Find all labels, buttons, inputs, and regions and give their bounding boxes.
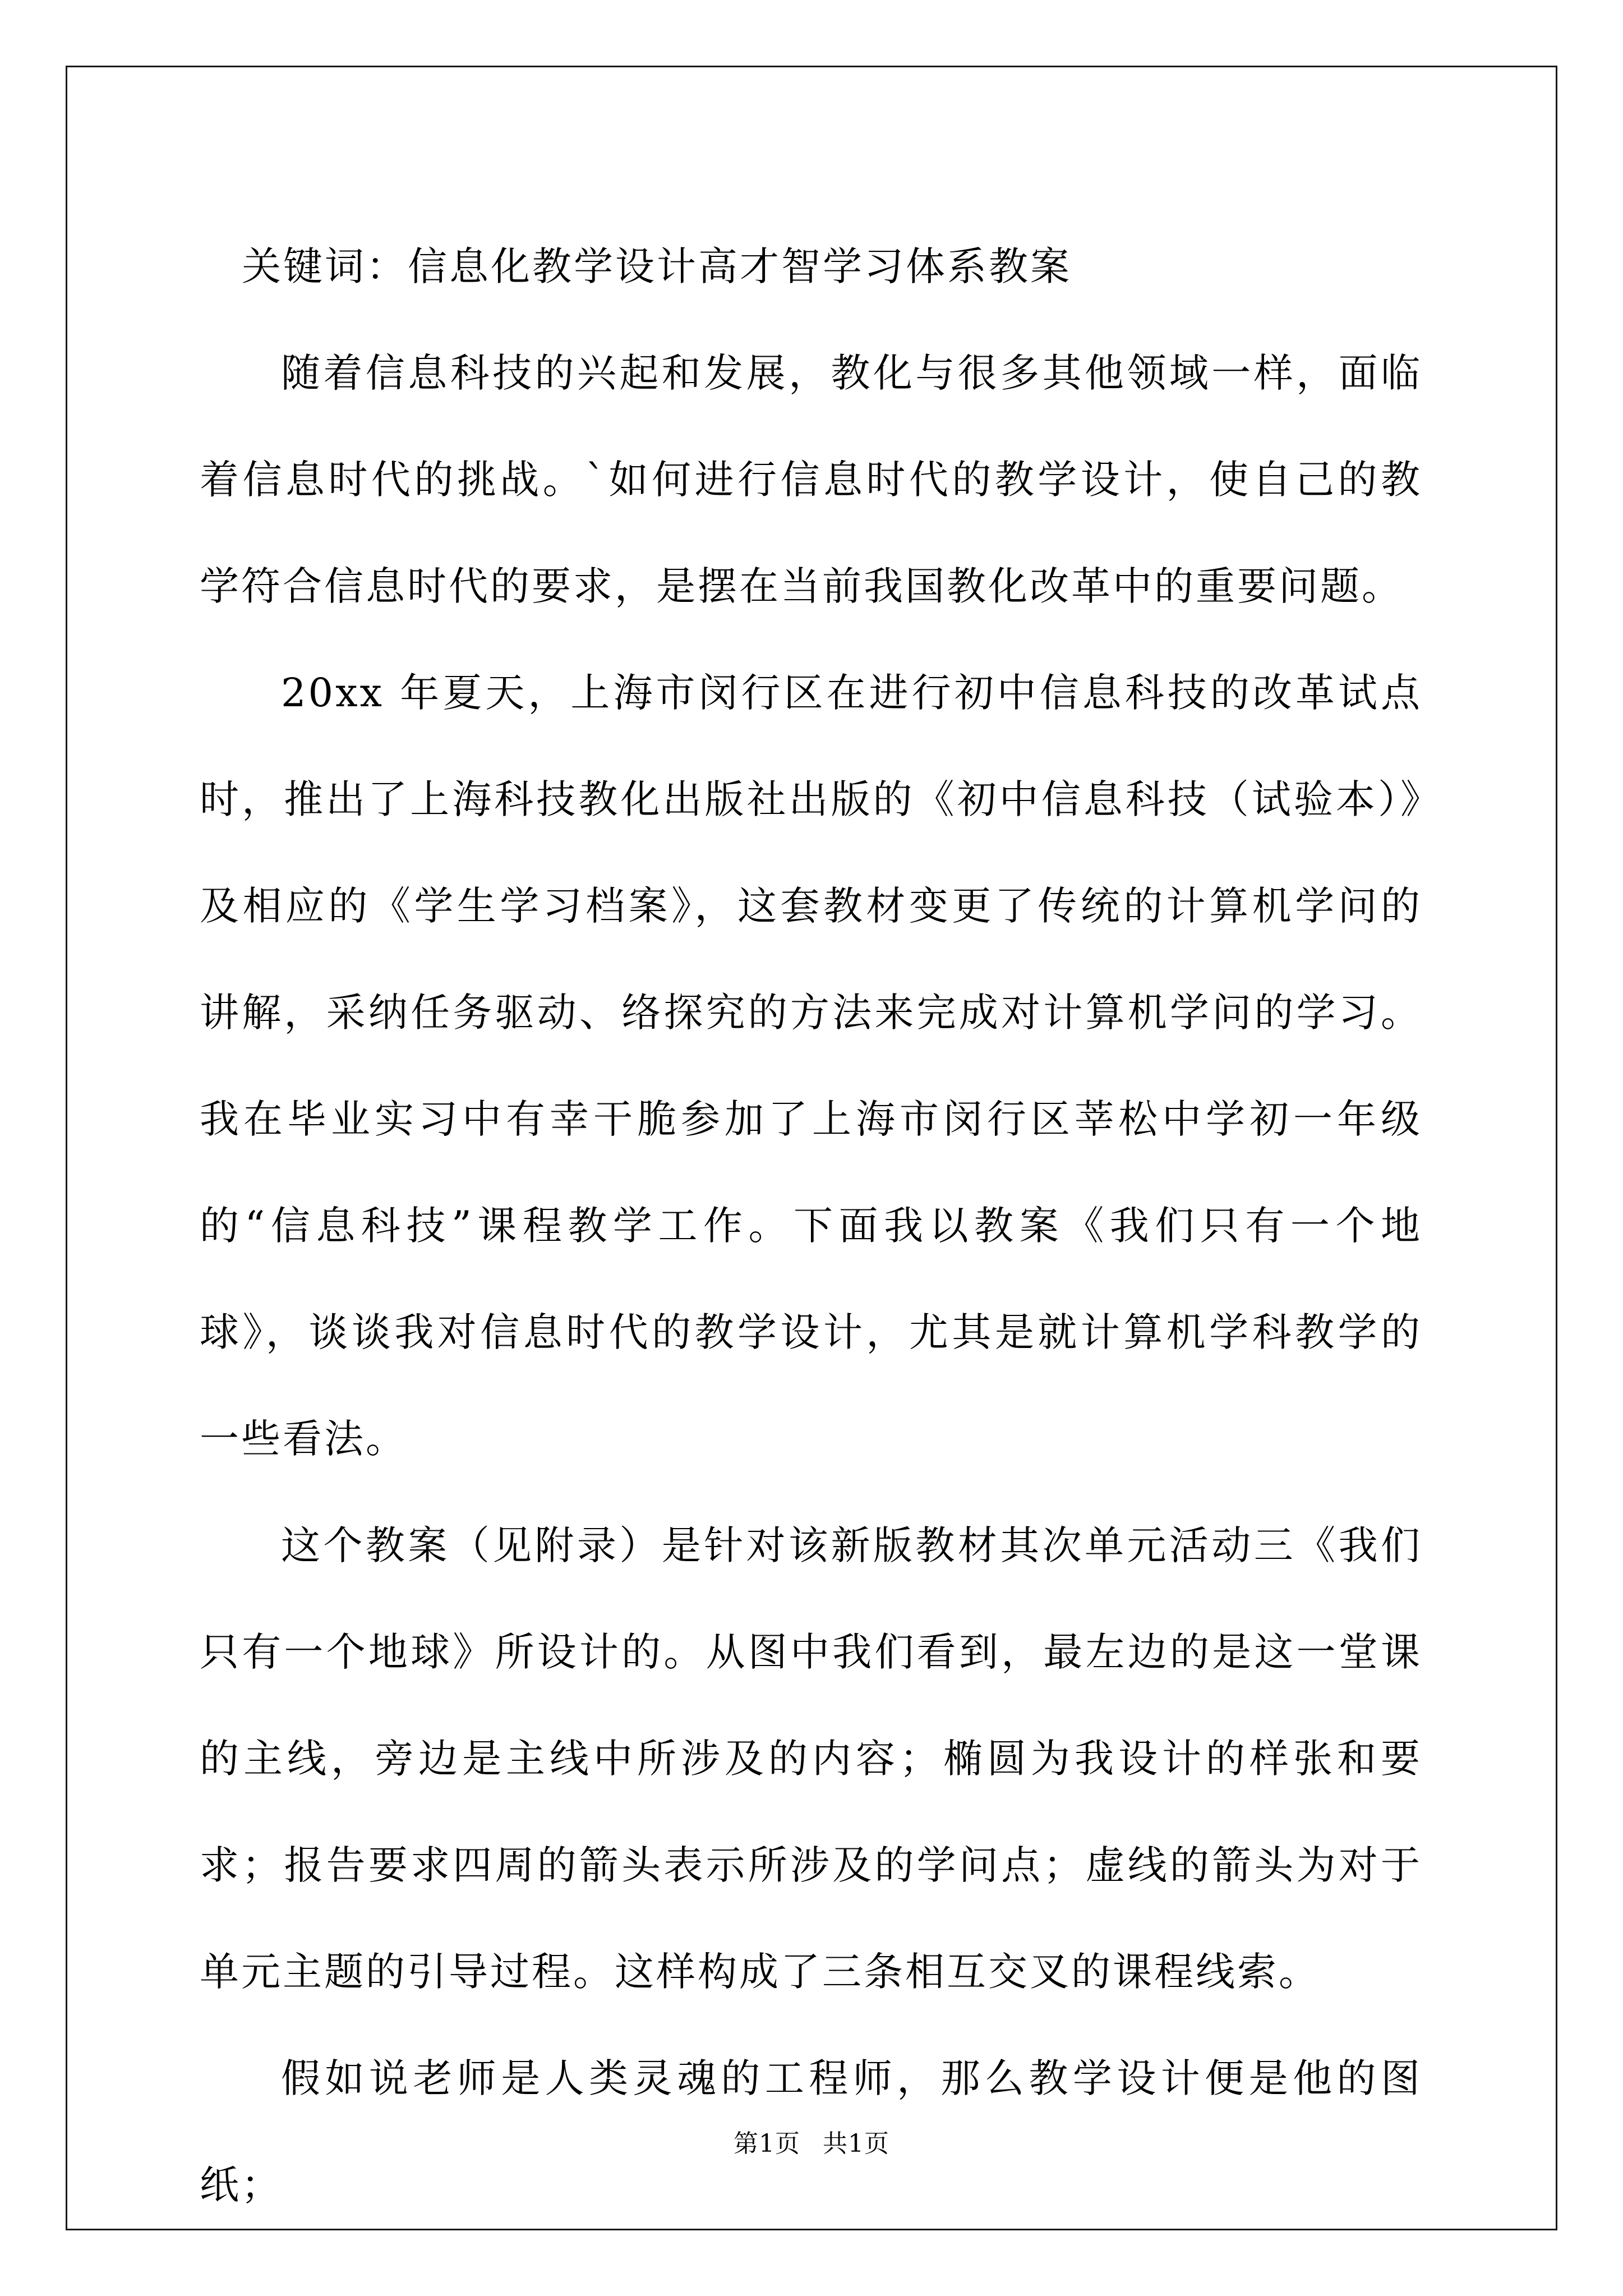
paragraph-4: 假如说老师是人类灵魂的工程师，那么教学设计便是他的图纸； (200, 2055, 1422, 2208)
keywords-line: 关键词：信息化教学设计高才智学习体系教案 (242, 243, 1072, 289)
page-number-total: 共1页 (823, 2129, 889, 2158)
paragraph-3: 这个教案（见附录）是针对该新版教材其次单元活动三《我们只有一个地球》所设计的。从图中我们看到，最左边的是这一堂课的主线，旁边是主线中所涉及的内容；椭圆为我设计的样张和要求；报告要求四周的箭头表示所涉及的学问点；虚线的箭头为对于单元主题的引导过程。这样构成了三条相互交叉的课程线索。 (200, 1522, 1422, 1995)
document-body (200, 213, 1422, 2238)
paragraph-2: 20xx 年夏天，上海市闵行区在进行初中信息科技的改革试点时，推出了上海科技教化出版社出版的《初中信息科技（试验本）》及相应的《学生学习档案》，这套教材变更了传统的计算机学问的讲解，采纳任务驱动、络探究的方法来完成对计算机学问的学习。我在毕业实习中有幸干脆参加了上海市闵行区莘松中学初一年级的“信息科技”课程教学工作。下面我以教案《我们只有一个地球》，谈谈我对信息时代的教学设计，尤其是就计算机学科教学的一些看法。 (200, 670, 1422, 1462)
paragraph-1: 随着信息科技的兴起和发展，教化与很多其他领域一样，面临着信息时代的挑战。`如何进行信息时代的教学设计，使自己的教学符合信息时代的要求，是摆在当前我国教化改革中的重要问题。 (200, 350, 1422, 609)
page-footer (0, 2123, 1623, 2159)
page-number-current: 第1页 (734, 2129, 800, 2158)
